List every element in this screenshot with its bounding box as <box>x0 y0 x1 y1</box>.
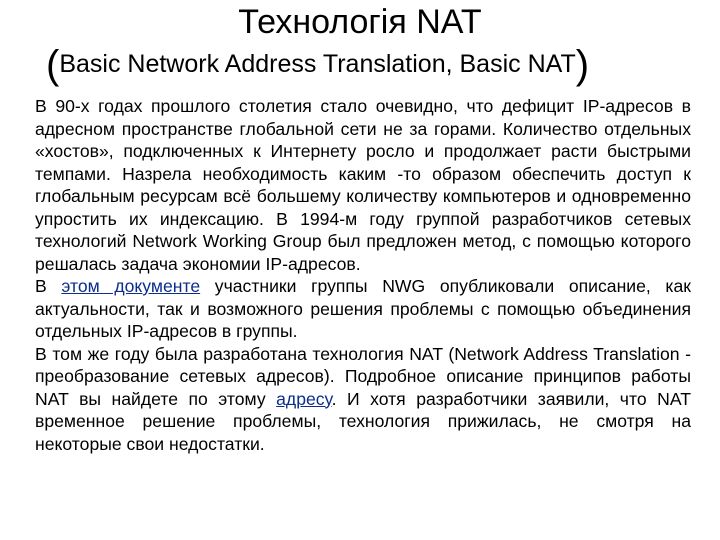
document-link[interactable]: этом документе <box>61 276 201 296</box>
open-parenthesis: ( <box>46 43 60 87</box>
paragraph-2 <box>35 275 691 343</box>
slide-title: Технологія NAT <box>238 3 482 41</box>
subtitle-text: Basic Network Address Translation, Basic NAT <box>59 50 576 78</box>
body-text <box>35 95 691 455</box>
paragraph-2-end: участники группы NWG опубликовали описание, как актуальности, так и возможного решения проблемы с помощью объединения отдельных IP-адресов в группы. <box>35 276 692 341</box>
slide-subtitle <box>46 44 686 85</box>
paragraph-2-start: В <box>35 276 62 296</box>
address-link[interactable]: адресу <box>276 388 332 409</box>
paragraph-3 <box>35 343 691 456</box>
paragraph-1: В 90-х годах прошлого столетия стало очевидно, что дефицит IP-адресов в адресном пространстве глобальной сети не за горами. Количество отдельных «хостов», подключенных к Интернету росло и продолжает расти быстрыми темпами. Назрела необходимость каким -то образом обеспечить доступ к глобальным ресурсам всё большему количеству компьютеров и одновременно упростить их индексацию. В 1994-м году группой разработчиков сетевых технологий Network Working Group был предложен метод, с помощью которого решалась задача экономии IP-адресов. <box>35 96 691 274</box>
paragraph-3-end: . И хотя разработчики заявили, что NAT временное решение проблемы, технология прижилась, не смотря на некоторые свои недостатки. <box>35 388 691 454</box>
paragraph-3-start: В том же году была разработана технология NAT (Network Address Translation - преобразование сетевых адресов). Подробное описание принципов работы NAT вы найдете по этому <box>35 343 691 409</box>
close-parenthesis: ) <box>575 43 590 87</box>
